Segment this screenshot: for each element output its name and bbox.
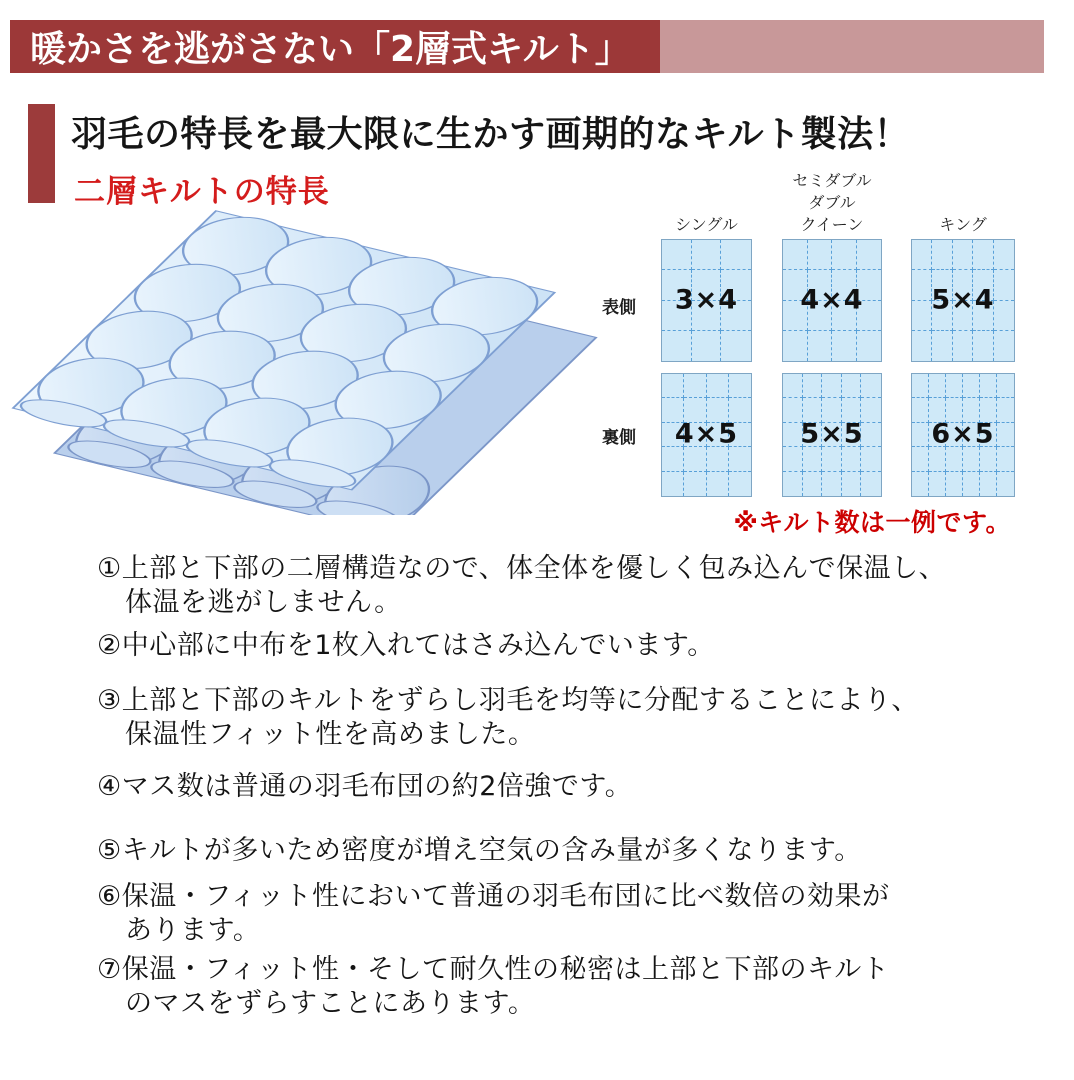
front-side-label: 表側 [602, 298, 636, 318]
back-side-label: 裏側 [602, 428, 636, 448]
feature-item-1: ①上部と下部の二層構造なので、体全体を優しく包み込んで保温し、 体温を逃がしません。 [97, 553, 947, 618]
feature-item-3: ③上部と下部のキルトをずらし羽毛を均等に分配することにより、 保温性フィット性を高めました。 [97, 685, 919, 750]
size-label-1: セミダブル ダブル クイーン [792, 171, 872, 234]
feature-item-5: ⑤キルトが多いため密度が増え空気の含み量が多くなります。 [97, 835, 862, 866]
sub-heading: 二層キルトの特長 [74, 174, 330, 210]
main-heading: 羽毛の特長を最大限に生かす画期的なキルト製法！ [71, 114, 911, 155]
size-label-0: シングル [675, 215, 738, 234]
feature-item-4: ④マス数は普通の羽毛布団の約2倍強です。 [97, 771, 633, 802]
banner-title: 暖かさを逃がさない「2層式キルト」 [30, 29, 631, 70]
grid-count-label: 5×5 [800, 418, 864, 450]
grid-count-label: 6×5 [931, 418, 995, 450]
grid-count-label: 3×4 [674, 283, 739, 315]
size-label-2: キング [939, 215, 987, 234]
feature-item-7: ⑦保温・フィット性・そして耐久性の秘密は上部と下部のキルト のマスをずらすことにあります。 [97, 954, 890, 1019]
feature-item-6: ⑥保温・フィット性において普通の羽毛布団に比べ数倍の効果が あります。 [97, 881, 890, 946]
grid-count-label: 4×4 [800, 283, 864, 315]
grid-count-label: 5×4 [931, 283, 995, 315]
feature-item-2: ②中心部に中布を1枚入れてはさみ込んでいます。 [97, 630, 715, 661]
grid-count-label: 4×5 [674, 418, 739, 450]
quilt-count-note: ※キルト数は一例です。 [733, 508, 1011, 537]
